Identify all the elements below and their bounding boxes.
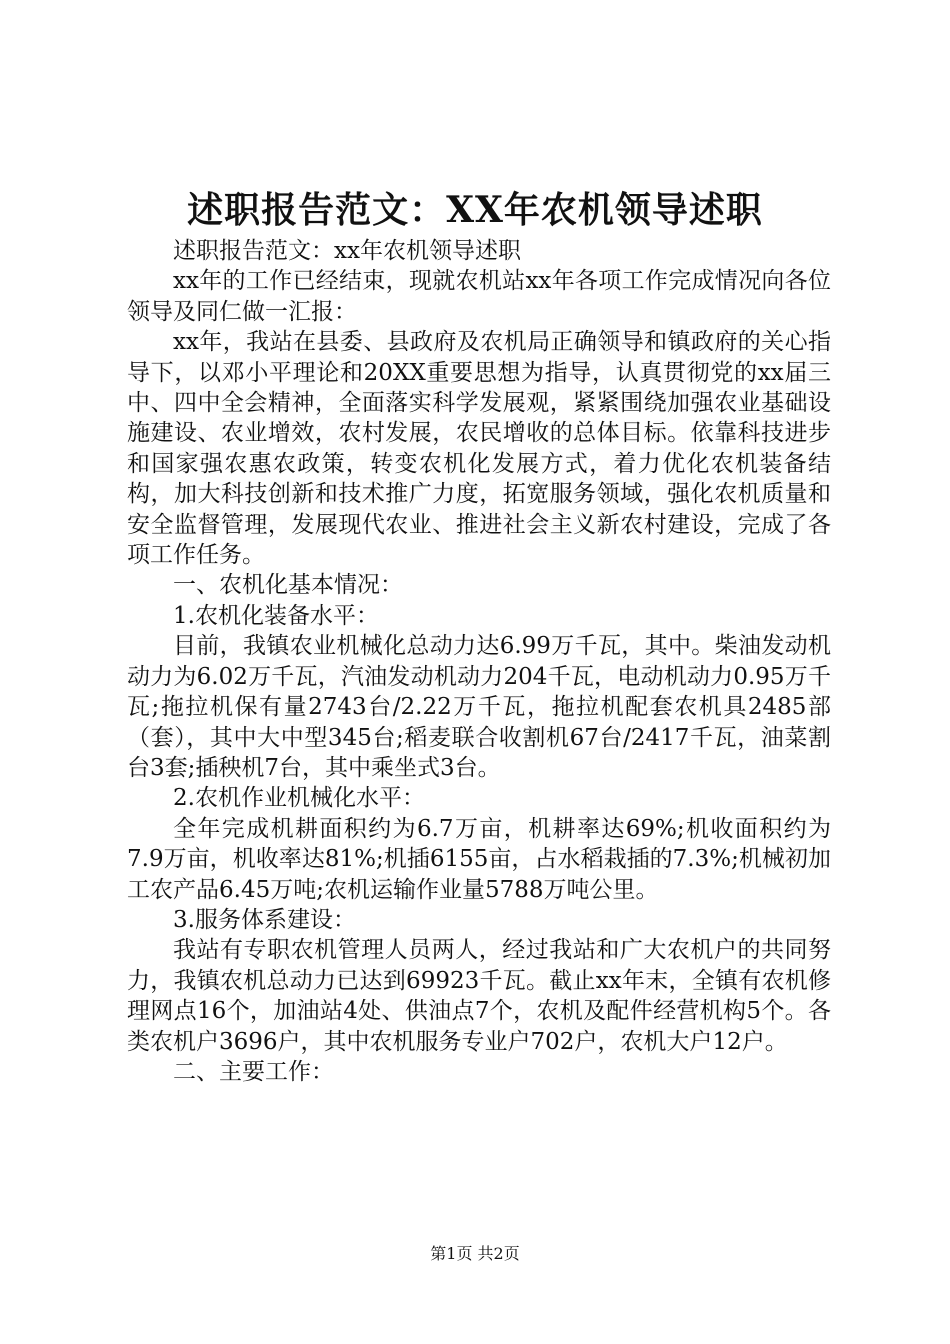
document-body [127, 236, 831, 1087]
paragraph: 我站有专职农机管理人员两人，经过我站和广大农机户的共同努力，我镇农机总动力已达到69923千瓦。截止xx年末，全镇有农机修理网点16个，加油站4处、供油点7个，农机及配件经营机构5个。各类农机户3696户，其中农机服务专业户702户，农机大户12户。 [127, 937, 831, 1055]
paragraph: 目前，我镇农业机械化总动力达6.99万千瓦，其中。柴油发动机动力为6.02万千瓦，汽油发动机动力204千瓦，电动机动力0.95万千瓦;拖拉机保有量2743台/2.22万千瓦，拖拉机配套农机具2485部（套），其中大中型345台;稻麦联合收割机67台/2417千瓦，油菜割台3套;插秧机7台，其中乘坐式3台。 [127, 633, 831, 781]
subsection-heading: 2.农机作业机械化水平： [173, 785, 425, 812]
paragraph: 全年完成机耕面积约为6.7万亩，机耕率达69%;机收面积约为7.9万亩，机收率达81%;机插6155亩，占水稻栽插的7.3%;机械初加工农产品6.45万吨;农机运输作业量5788万吨公里。 [127, 815, 831, 903]
section-heading: 二、主要工作： [173, 1058, 334, 1085]
paragraph: xx年的工作已经结束，现就农机站xx年各项工作完成情况向各位领导及同仁做一汇报： [127, 268, 831, 325]
section-heading: 一、农机化基本情况： [173, 572, 403, 599]
subsection-heading: 1.农机化装备水平： [173, 602, 379, 629]
document-title: 述职报告范文：XX年农机领导述职 [187, 189, 763, 231]
paragraph: 述职报告范文：xx年农机领导述职 [173, 238, 521, 264]
subsection-heading: 3.服务体系建设： [173, 906, 356, 933]
page-number-footer: 第1页 共2页 [430, 1244, 520, 1263]
paragraph: xx年，我站在县委、县政府及农机局正确领导和镇政府的关心指导下，以邓小平理论和20XX重要思想为指导，认真贯彻党的xx届三中、四中全会精神，全面落实科学发展观，紧紧围绕加强农业基础设施建设、农业增效，农村发展，农民增收的总体目标。依靠科技进步和国家强农惠农政策，转变农机化发展方式，着力优化农机装备结构，加大科技创新和技术推广力度，拓宽服务领域，强化农机质量和安全监督管理，发展现代农业、推进社会主义新农村建设，完成了各项工作任务。 [127, 329, 831, 569]
